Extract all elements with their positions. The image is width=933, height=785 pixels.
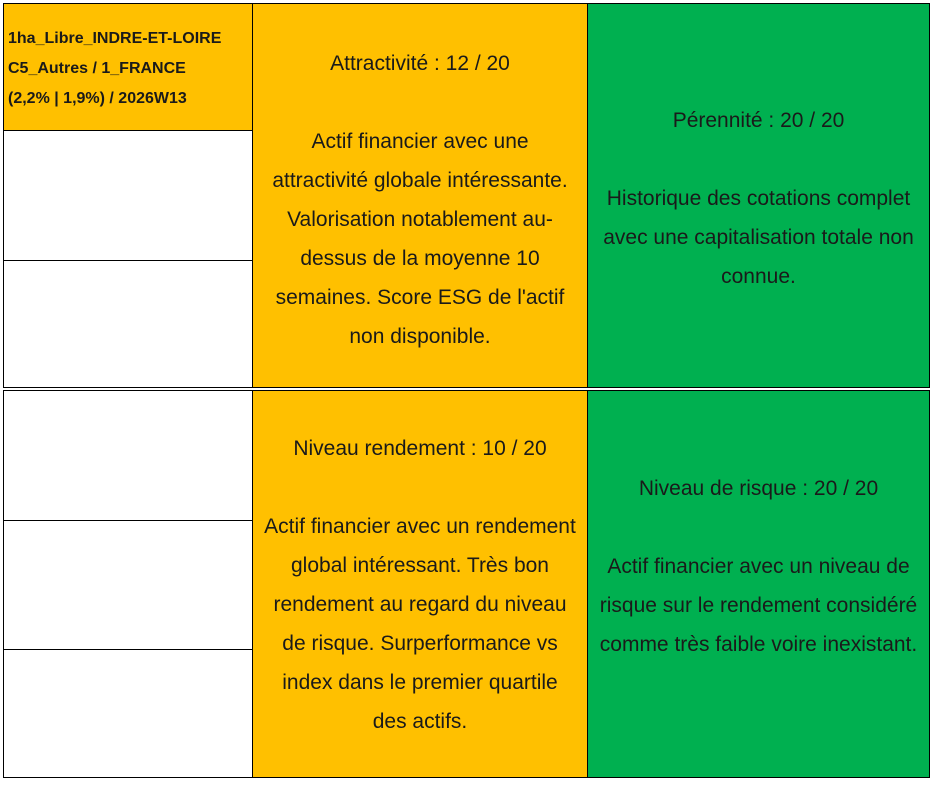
rendement-score: Niveau rendement : 10 / 20 (293, 437, 547, 460)
empty-cell[interactable] (3, 390, 253, 521)
risque-cell[interactable] (587, 390, 930, 778)
perennite-description: Historique des cotations complet avec une capitalisation totale non connue. (603, 187, 914, 288)
risque-score: Niveau de risque : 20 / 20 (638, 477, 879, 500)
attractivite-score: Attractivité : 12 / 20 (330, 52, 510, 75)
attractivite-description: Actif financier avec une attractivité globale intéressante. Valorisation notablement au-dessus de la moyenne 10 semaines. Score ESG de l'actif non disponible. (272, 130, 568, 348)
asset-label-line-1: 1ha_Libre_INDRE-ET-LOIRE (8, 30, 222, 47)
perennite-score: Pérennité : 20 / 20 (672, 109, 845, 132)
empty-cell[interactable] (3, 520, 253, 650)
empty-cell[interactable] (3, 649, 253, 778)
attractivite-cell[interactable] (252, 3, 588, 388)
rendement-cell[interactable] (252, 390, 588, 778)
rendement-description: Actif financier avec un rendement global intéressant. Très bon rendement au regard du niveau de risque. Surperformance vs index dans le premier quartile des actifs. (264, 515, 576, 733)
empty-cell[interactable] (3, 130, 253, 261)
asset-label-line-2: C5_Autres / 1_FRANCE (8, 60, 186, 77)
risque-description: Actif financier avec un niveau de risque sur le rendement considéré comme très faible voire inexistant. (599, 555, 918, 656)
grid-bottom-border (3, 777, 930, 778)
perennite-cell[interactable] (587, 3, 930, 388)
asset-label-cell[interactable] (3, 3, 253, 131)
empty-cell[interactable] (3, 260, 253, 388)
asset-label-line-3: (2,2% | 1,9%) / 2026W13 (8, 90, 187, 107)
